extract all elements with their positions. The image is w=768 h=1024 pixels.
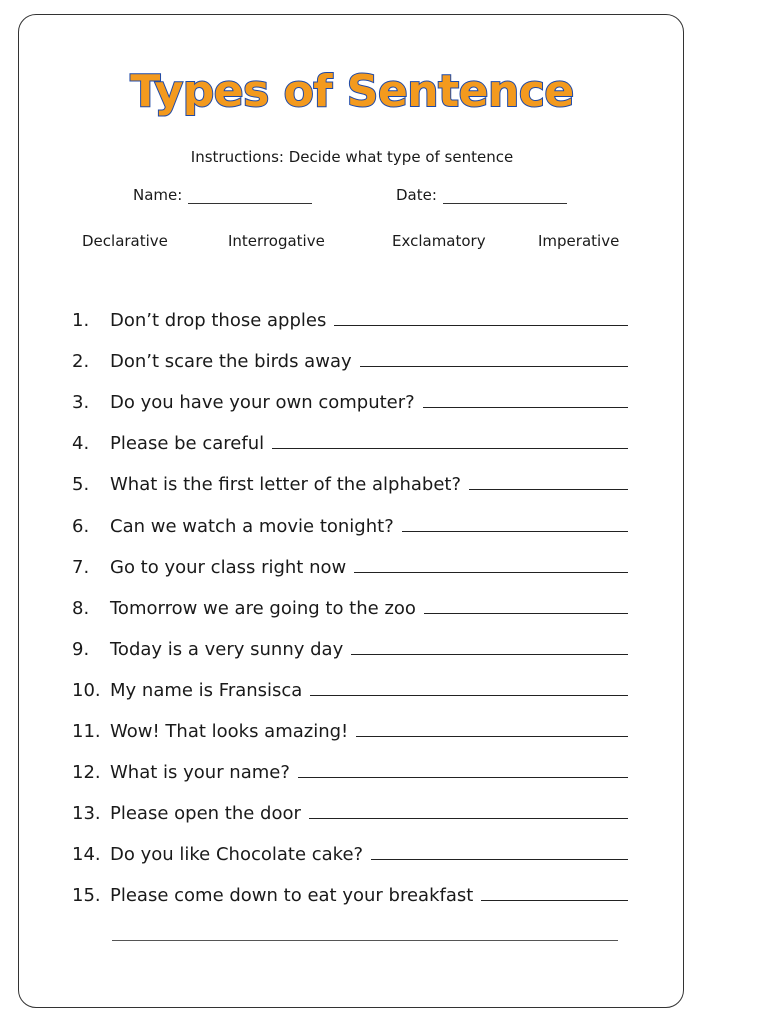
list-item-content — [72, 392, 628, 421]
answer-blank-line[interactable] — [402, 517, 628, 532]
list-item — [72, 545, 628, 586]
item-number: 10. — [72, 679, 101, 701]
list-item — [72, 873, 628, 914]
item-number: 5. — [72, 474, 90, 496]
list-item-content — [72, 433, 628, 462]
date-field[interactable] — [396, 186, 567, 204]
item-sentence: Please be careful — [110, 433, 265, 455]
name-blank-line[interactable] — [188, 187, 312, 204]
list-item-content — [72, 598, 628, 627]
answer-blank-line[interactable] — [310, 681, 628, 696]
answer-blank-line[interactable] — [371, 845, 628, 860]
answer-blank-line[interactable] — [356, 722, 628, 737]
answer-blank-line[interactable] — [334, 311, 628, 326]
answer-blank-line[interactable] — [481, 886, 628, 901]
answer-blank-line[interactable] — [469, 475, 628, 490]
item-sentence: My name is Fransisca — [110, 679, 303, 701]
item-sentence: Go to your class right now — [110, 556, 347, 578]
answer-blank-line[interactable] — [424, 599, 628, 614]
question-list — [72, 298, 628, 914]
date-blank-line[interactable] — [443, 187, 567, 204]
list-item-content — [72, 721, 628, 750]
instructions-text: Instructions: Decide what type of sentence — [190, 148, 514, 166]
list-item-content — [72, 516, 628, 545]
answer-blank-line[interactable] — [351, 640, 628, 655]
item-sentence: Please come down to eat your breakfast — [110, 885, 474, 907]
list-item — [72, 339, 628, 380]
answer-blank-line[interactable] — [360, 352, 628, 367]
bottom-answer-line[interactable] — [112, 940, 618, 941]
list-item — [72, 503, 628, 544]
item-number: 14. — [72, 844, 101, 866]
list-item — [72, 627, 628, 668]
list-item-content — [72, 680, 628, 709]
item-number: 12. — [72, 762, 101, 784]
item-sentence: Tomorrow we are going to the zoo — [110, 597, 416, 619]
list-item — [72, 586, 628, 627]
list-item-content — [72, 762, 628, 791]
item-sentence: Do you like Chocolate cake? — [110, 844, 364, 866]
list-item-content — [72, 639, 628, 668]
list-item — [72, 462, 628, 503]
list-item-content — [72, 803, 628, 832]
name-label: Name: — [133, 186, 183, 204]
answer-blank-line[interactable] — [272, 434, 628, 449]
list-item — [72, 298, 628, 339]
list-item — [72, 750, 628, 791]
item-sentence: What is your name? — [110, 762, 290, 784]
item-number: 2. — [72, 351, 90, 373]
name-field[interactable] — [133, 186, 312, 204]
list-item-content — [72, 885, 628, 914]
item-number: 13. — [72, 803, 101, 825]
type-exclamatory: Exclamatory — [392, 232, 486, 250]
item-number: 11. — [72, 721, 101, 743]
item-sentence: Wow! That looks amazing! — [110, 721, 349, 743]
list-item — [72, 421, 628, 462]
item-number: 1. — [72, 310, 90, 332]
list-item — [72, 380, 628, 421]
list-item-content — [72, 844, 628, 873]
list-item — [72, 791, 628, 832]
item-number: 7. — [72, 556, 90, 578]
list-item-content — [72, 474, 628, 503]
item-number: 8. — [72, 597, 90, 619]
list-item — [72, 832, 628, 873]
answer-blank-line[interactable] — [298, 763, 628, 778]
type-imperative: Imperative — [538, 232, 620, 250]
list-item-content — [72, 310, 628, 339]
item-number: 4. — [72, 433, 90, 455]
worksheet-title: Types of Sentence — [130, 66, 574, 117]
item-sentence: What is the first letter of the alphabet? — [110, 474, 461, 496]
date-label: Date: — [396, 186, 437, 204]
item-sentence: Don’t scare the birds away — [110, 351, 352, 373]
list-item — [72, 668, 628, 709]
item-sentence: Can we watch a movie tonight? — [110, 515, 394, 537]
answer-blank-line[interactable] — [309, 804, 628, 819]
item-number: 15. — [72, 885, 101, 907]
item-sentence: Don’t drop those apples — [110, 310, 327, 332]
item-sentence: Do you have your own computer? — [110, 392, 415, 414]
list-item-content — [72, 557, 628, 586]
item-number: 3. — [72, 392, 90, 414]
type-declarative: Declarative — [82, 232, 168, 250]
list-item — [72, 709, 628, 750]
type-interrogative: Interrogative — [228, 232, 325, 250]
item-number: 9. — [72, 638, 90, 660]
item-sentence: Please open the door — [110, 803, 301, 825]
list-item-content — [72, 351, 628, 380]
item-sentence: Today is a very sunny day — [110, 638, 344, 660]
item-number: 6. — [72, 515, 90, 537]
answer-blank-line[interactable] — [354, 558, 628, 573]
answer-blank-line[interactable] — [423, 393, 628, 408]
